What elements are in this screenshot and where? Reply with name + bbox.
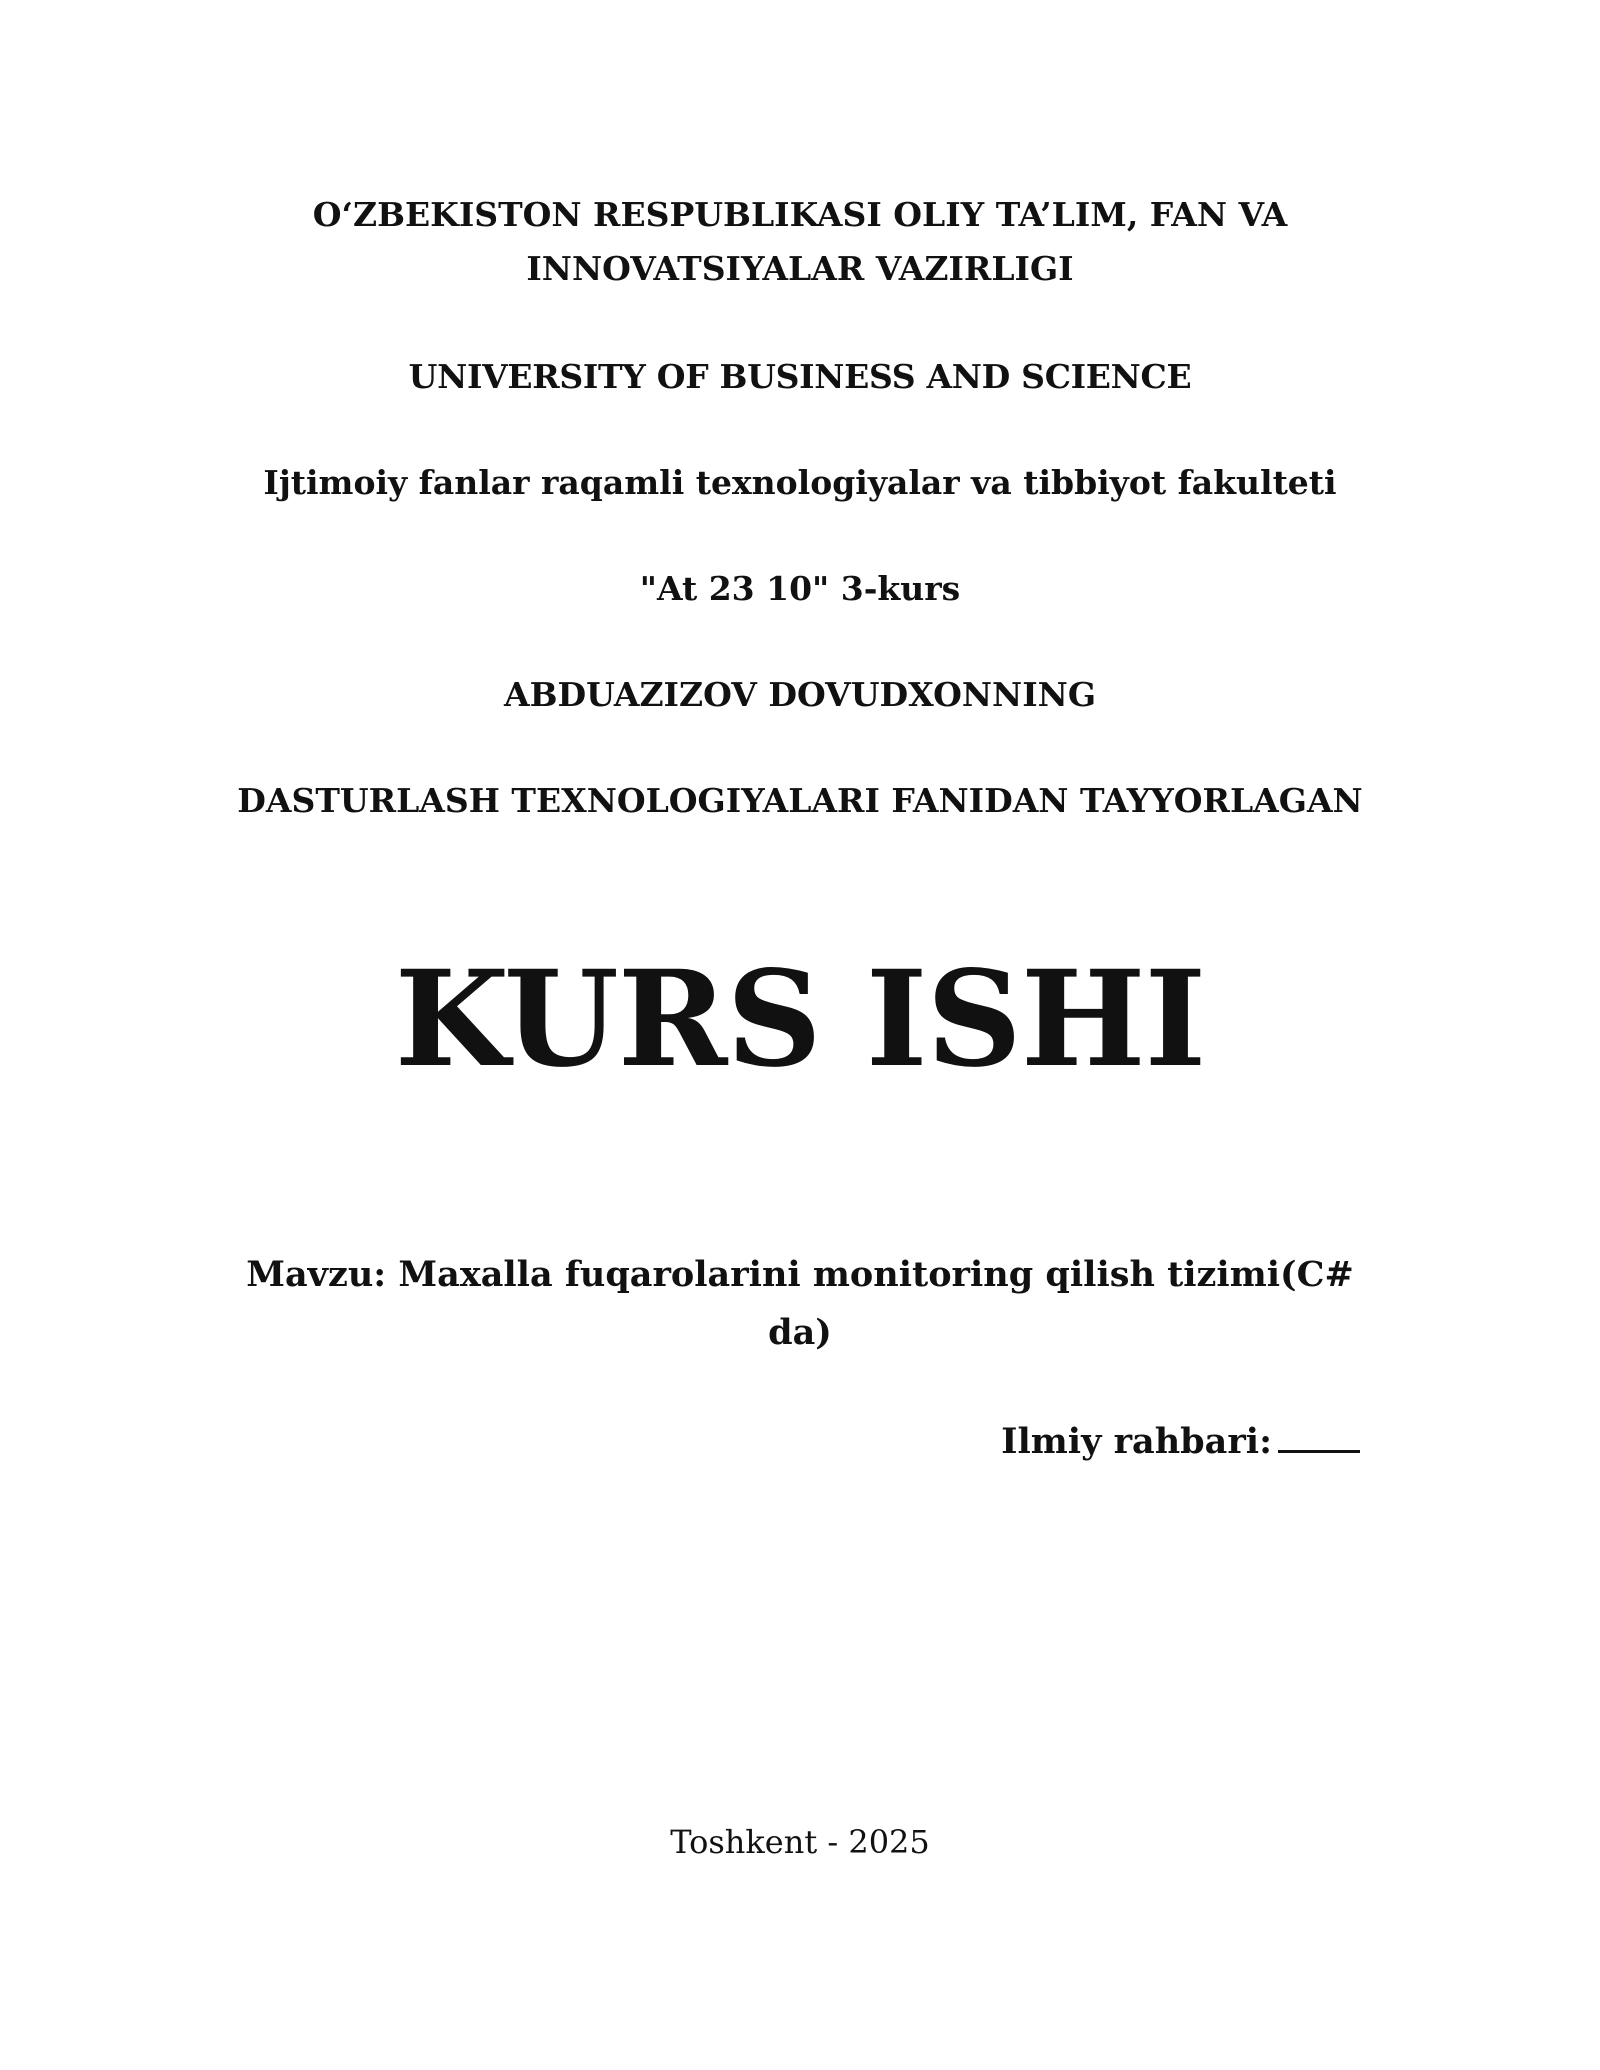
topic-block <box>0 1246 1600 1362</box>
topic-line-1: Mavzu: Maxalla fuqarolarini monitoring qilish tizimi(C# <box>246 1254 1354 1295</box>
group-course: "At 23 10" 3-kurs <box>639 569 961 608</box>
advisor-line <box>1001 1413 1360 1471</box>
ministry-line-2: INNOVATSIYALAR VAZIRLIGI <box>526 249 1074 288</box>
place-year: Toshkent - 2025 <box>670 1823 930 1861</box>
university-name: UNIVERSITY OF BUSINESS AND SCIENCE <box>408 357 1192 396</box>
document-title: KURS ISHI <box>394 942 1206 1097</box>
faculty-name: Ijtimoiy fanlar raqamli texnologiyalar va tibbiyot fakulteti <box>263 463 1337 502</box>
advisor-label: Ilmiy rahbari: <box>1001 1421 1272 1462</box>
ministry-heading <box>0 188 1600 296</box>
subject-line: DASTURLASH TEXNOLOGIYALARI FANIDAN TAYYORLAGAN <box>237 781 1363 820</box>
student-name: ABDUAZIZOV DOVUDXONNING <box>503 675 1097 714</box>
topic-line-2: da) <box>768 1312 832 1353</box>
ministry-line-1: O‘ZBEKISTON RESPUBLIKASI OLIY TA’LIM, FAN VA <box>312 195 1288 234</box>
advisor-blank-underline <box>1278 1420 1360 1453</box>
